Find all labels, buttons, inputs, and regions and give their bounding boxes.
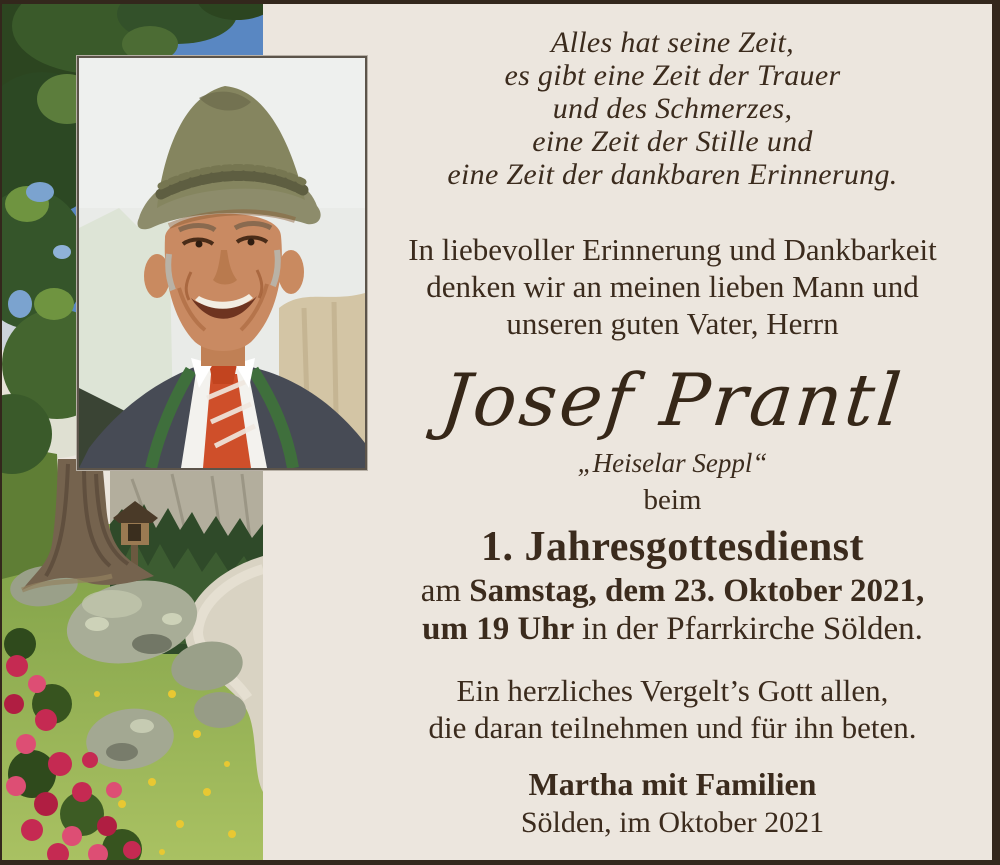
- family-signature: Martha mit Familien: [528, 766, 817, 802]
- poem-line: eine Zeit der dankbaren Erinnerung.: [447, 158, 898, 191]
- announcement-text: [263, 4, 992, 860]
- intro-line: unseren guten Vater, Herrn: [506, 306, 839, 341]
- intro-line: denken wir an meinen lieben Mann und: [426, 269, 919, 304]
- poem-line: Alles hat seine Zeit,: [551, 26, 794, 59]
- deceased-name: Josef Prantl: [437, 358, 908, 442]
- thanks-line: die daran teilnehmen und für ihn beten.: [428, 710, 917, 745]
- thanks-block: [363, 672, 982, 746]
- service-time-line: [363, 610, 982, 648]
- service-date-line: [363, 572, 982, 610]
- time-rest: in der Pfarrkirche Sölden.: [581, 611, 923, 647]
- time-bold: um 19 Uhr: [422, 611, 582, 647]
- nickname: „Heiselar Seppl“: [577, 448, 768, 478]
- place-date: Sölden, im Oktober 2021: [520, 806, 825, 839]
- date-bold: Samstag, dem 23. Oktober 2021,: [469, 573, 925, 609]
- date-prefix: am: [420, 573, 470, 609]
- thanks-line: Ein herzliches Vergelt’s Gott allen,: [456, 673, 889, 708]
- service-title: 1. Jahresgottesdienst: [480, 524, 865, 570]
- poem-line: eine Zeit der Stille und: [532, 125, 813, 158]
- poem-line: und des Schmerzes,: [552, 92, 793, 125]
- intro-line: In liebevoller Erinnerung und Dankbarkeit: [408, 232, 937, 267]
- connector-word: beim: [643, 484, 702, 516]
- intro-block: [363, 231, 982, 342]
- poem-line: es gibt eine Zeit der Trauer: [504, 59, 841, 92]
- poem-block: [363, 26, 982, 191]
